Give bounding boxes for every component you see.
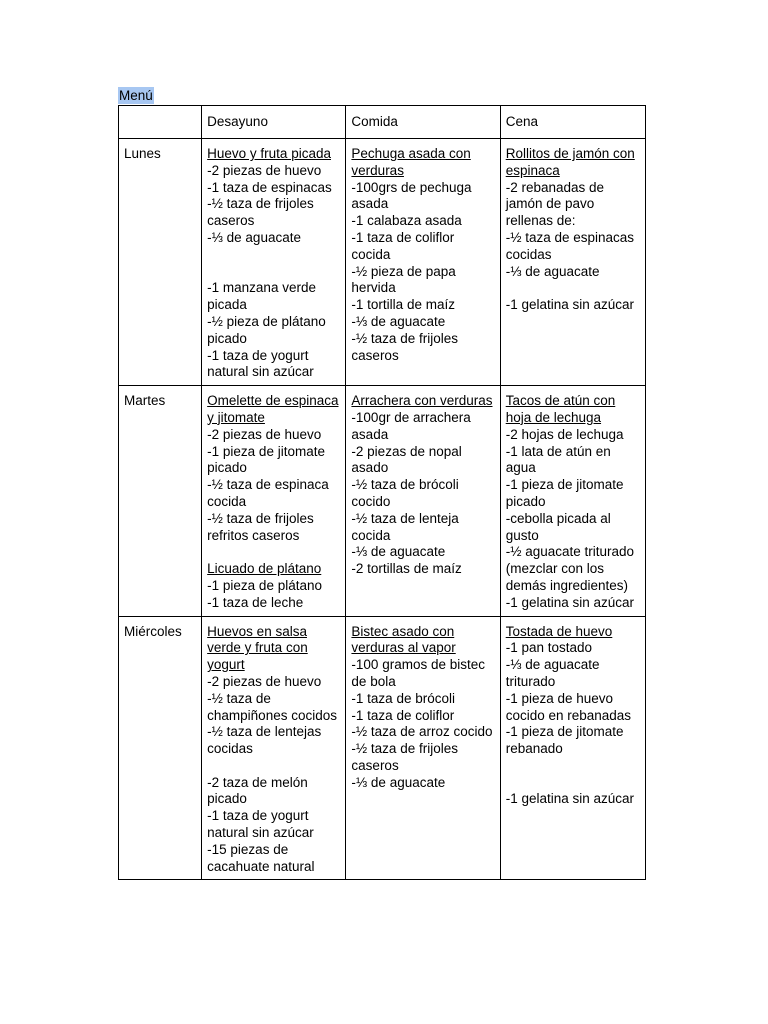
ingredient: -½ aguacate triturado (mezclar con los demás ingredientes) (505, 544, 635, 593)
header-comida: Comida (346, 106, 500, 139)
spacer (207, 544, 340, 561)
ingredient: -15 piezas de cacahuate natural (207, 841, 315, 874)
cena-cell (500, 139, 645, 386)
day-label: Miércoles (119, 616, 202, 880)
ingredient: -⅓ de aguacate (351, 774, 446, 790)
ingredient: -½ pieza de plátano picado (207, 313, 326, 346)
ingredient: -2 piezas de huevo (207, 162, 322, 178)
ingredient: -1 pieza de jitomate picado (505, 477, 624, 509)
dish-title: Arrachera con verduras (351, 393, 493, 409)
spacer (506, 758, 640, 792)
ingredient: -1 taza de espinacas (207, 179, 332, 195)
comida-cell (346, 616, 500, 880)
ingredient: -1 gelatina sin azúcar (505, 791, 635, 807)
comida-cell (346, 139, 500, 386)
comida-cell (346, 386, 500, 616)
ingredient: -⅓ de aguacate (505, 263, 600, 279)
ingredient: -1 taza de leche (207, 594, 304, 610)
ingredient: -cebolla picada al gusto (505, 510, 611, 543)
day-label: Martes (119, 386, 202, 616)
header-desayuno: Desayuno (202, 106, 346, 139)
ingredient: -100gr de arrachera asada (351, 409, 471, 442)
desayuno-cell (202, 139, 346, 386)
ingredient: -½ taza de frijoles caseros (351, 330, 458, 363)
ingredient: -½ taza de frijoles refritos caseros (207, 510, 314, 543)
table-row (119, 616, 646, 880)
ingredient: -2 piezas de nopal asado (351, 443, 462, 476)
dish-title: Pechuga asada con verduras (351, 146, 471, 178)
ingredient: -1 lata de atún en agua (505, 443, 611, 476)
ingredient: -2 piezas de huevo (207, 426, 322, 442)
ingredient: -1 taza de coliflor (351, 707, 455, 723)
ingredient: -⅓ de aguacate (351, 313, 446, 329)
menu-table (118, 105, 646, 880)
ingredient: -1 pan tostado (505, 640, 593, 656)
ingredient: -1 tortilla de maíz (351, 297, 455, 313)
cena-cell (500, 616, 645, 880)
ingredient: -½ taza de brócoli cocido (351, 477, 459, 509)
dish-title: Huevos en salsa verde y fruta con yogurt (207, 623, 308, 673)
ingredient: -1 taza de brócoli (351, 690, 455, 706)
ingredient: -½ taza de frijoles caseros (351, 741, 458, 773)
ingredient: -1 gelatina sin azúcar (505, 594, 635, 610)
dish-title: Rollitos de jamón con espinaca (505, 146, 635, 178)
spacer (207, 247, 340, 281)
ingredient: -2 tortillas de maíz (351, 561, 462, 577)
ingredient: -½ taza de lentejas cocidas (207, 724, 322, 757)
ingredient: -1 taza de yogurt natural sin azúcar (207, 347, 314, 380)
ingredient: -1 taza de yogurt natural sin azúcar (207, 808, 314, 841)
cena-cell (500, 386, 645, 616)
desayuno-cell (202, 386, 346, 616)
dish-title: Omelette de espinaca y jitomate (207, 393, 339, 425)
spacer (207, 758, 340, 775)
table-row (119, 386, 646, 616)
ingredient: -½ taza de arroz cocido (351, 724, 493, 740)
ingredient: -1 manzana verde picada (207, 280, 316, 313)
dish-title: Tostada de huevo (505, 623, 613, 639)
ingredient: -½ taza de lenteja cocida (351, 510, 459, 543)
ingredient: -1 gelatina sin azúcar (505, 297, 635, 313)
ingredient: -½ taza de espinacas cocidas (505, 229, 635, 262)
ingredient: -1 pieza de jitomate rebanado (505, 724, 624, 757)
ingredient: -1 calabaza asada (351, 213, 462, 229)
dish-title: Bistec asado con verduras al vapor (351, 623, 456, 656)
ingredient: -2 hojas de lechuga (505, 426, 624, 442)
ingredient: -⅓ de aguacate triturado (505, 657, 600, 689)
header-empty-cell (119, 106, 202, 139)
table-row (119, 139, 646, 386)
spacer (506, 280, 640, 297)
ingredient: -½ pieza de papa hervida (351, 263, 456, 296)
ingredient: -⅓ de aguacate (351, 544, 446, 560)
header-row (119, 106, 646, 139)
dish-title: Huevo y fruta picada (207, 146, 331, 161)
ingredient: -100grs de pechuga asada (351, 179, 472, 212)
ingredient: -½ taza de espinaca cocida (207, 477, 329, 509)
header-cena: Cena (500, 106, 645, 139)
ingredient: -1 taza de coliflor cocida (351, 229, 455, 262)
ingredient: -1 pieza de huevo cocido en rebanadas (505, 690, 632, 723)
ingredient: -½ taza de frijoles caseros (207, 196, 314, 229)
ingredient: -1 pieza de jitomate picado (207, 443, 325, 476)
dish-title: Tacos de atún con hoja de lechuga (505, 393, 616, 425)
ingredient: -1 pieza de plátano (207, 577, 322, 593)
dish-title: Licuado de plátano (207, 561, 322, 577)
ingredient: -2 piezas de huevo (207, 673, 322, 689)
ingredient: -100 gramos de bistec de bola (351, 657, 485, 689)
ingredient: -2 taza de melón picado (207, 774, 308, 807)
ingredient: -2 rebanadas de jamón de pavo rellenas de: (505, 179, 605, 229)
ingredient: -⅓ de aguacate (207, 229, 301, 245)
page-title: Menú (119, 88, 153, 103)
day-label: Lunes (119, 139, 202, 386)
desayuno-cell (202, 616, 346, 880)
ingredient: -½ taza de champiñones cocidos (207, 690, 337, 723)
